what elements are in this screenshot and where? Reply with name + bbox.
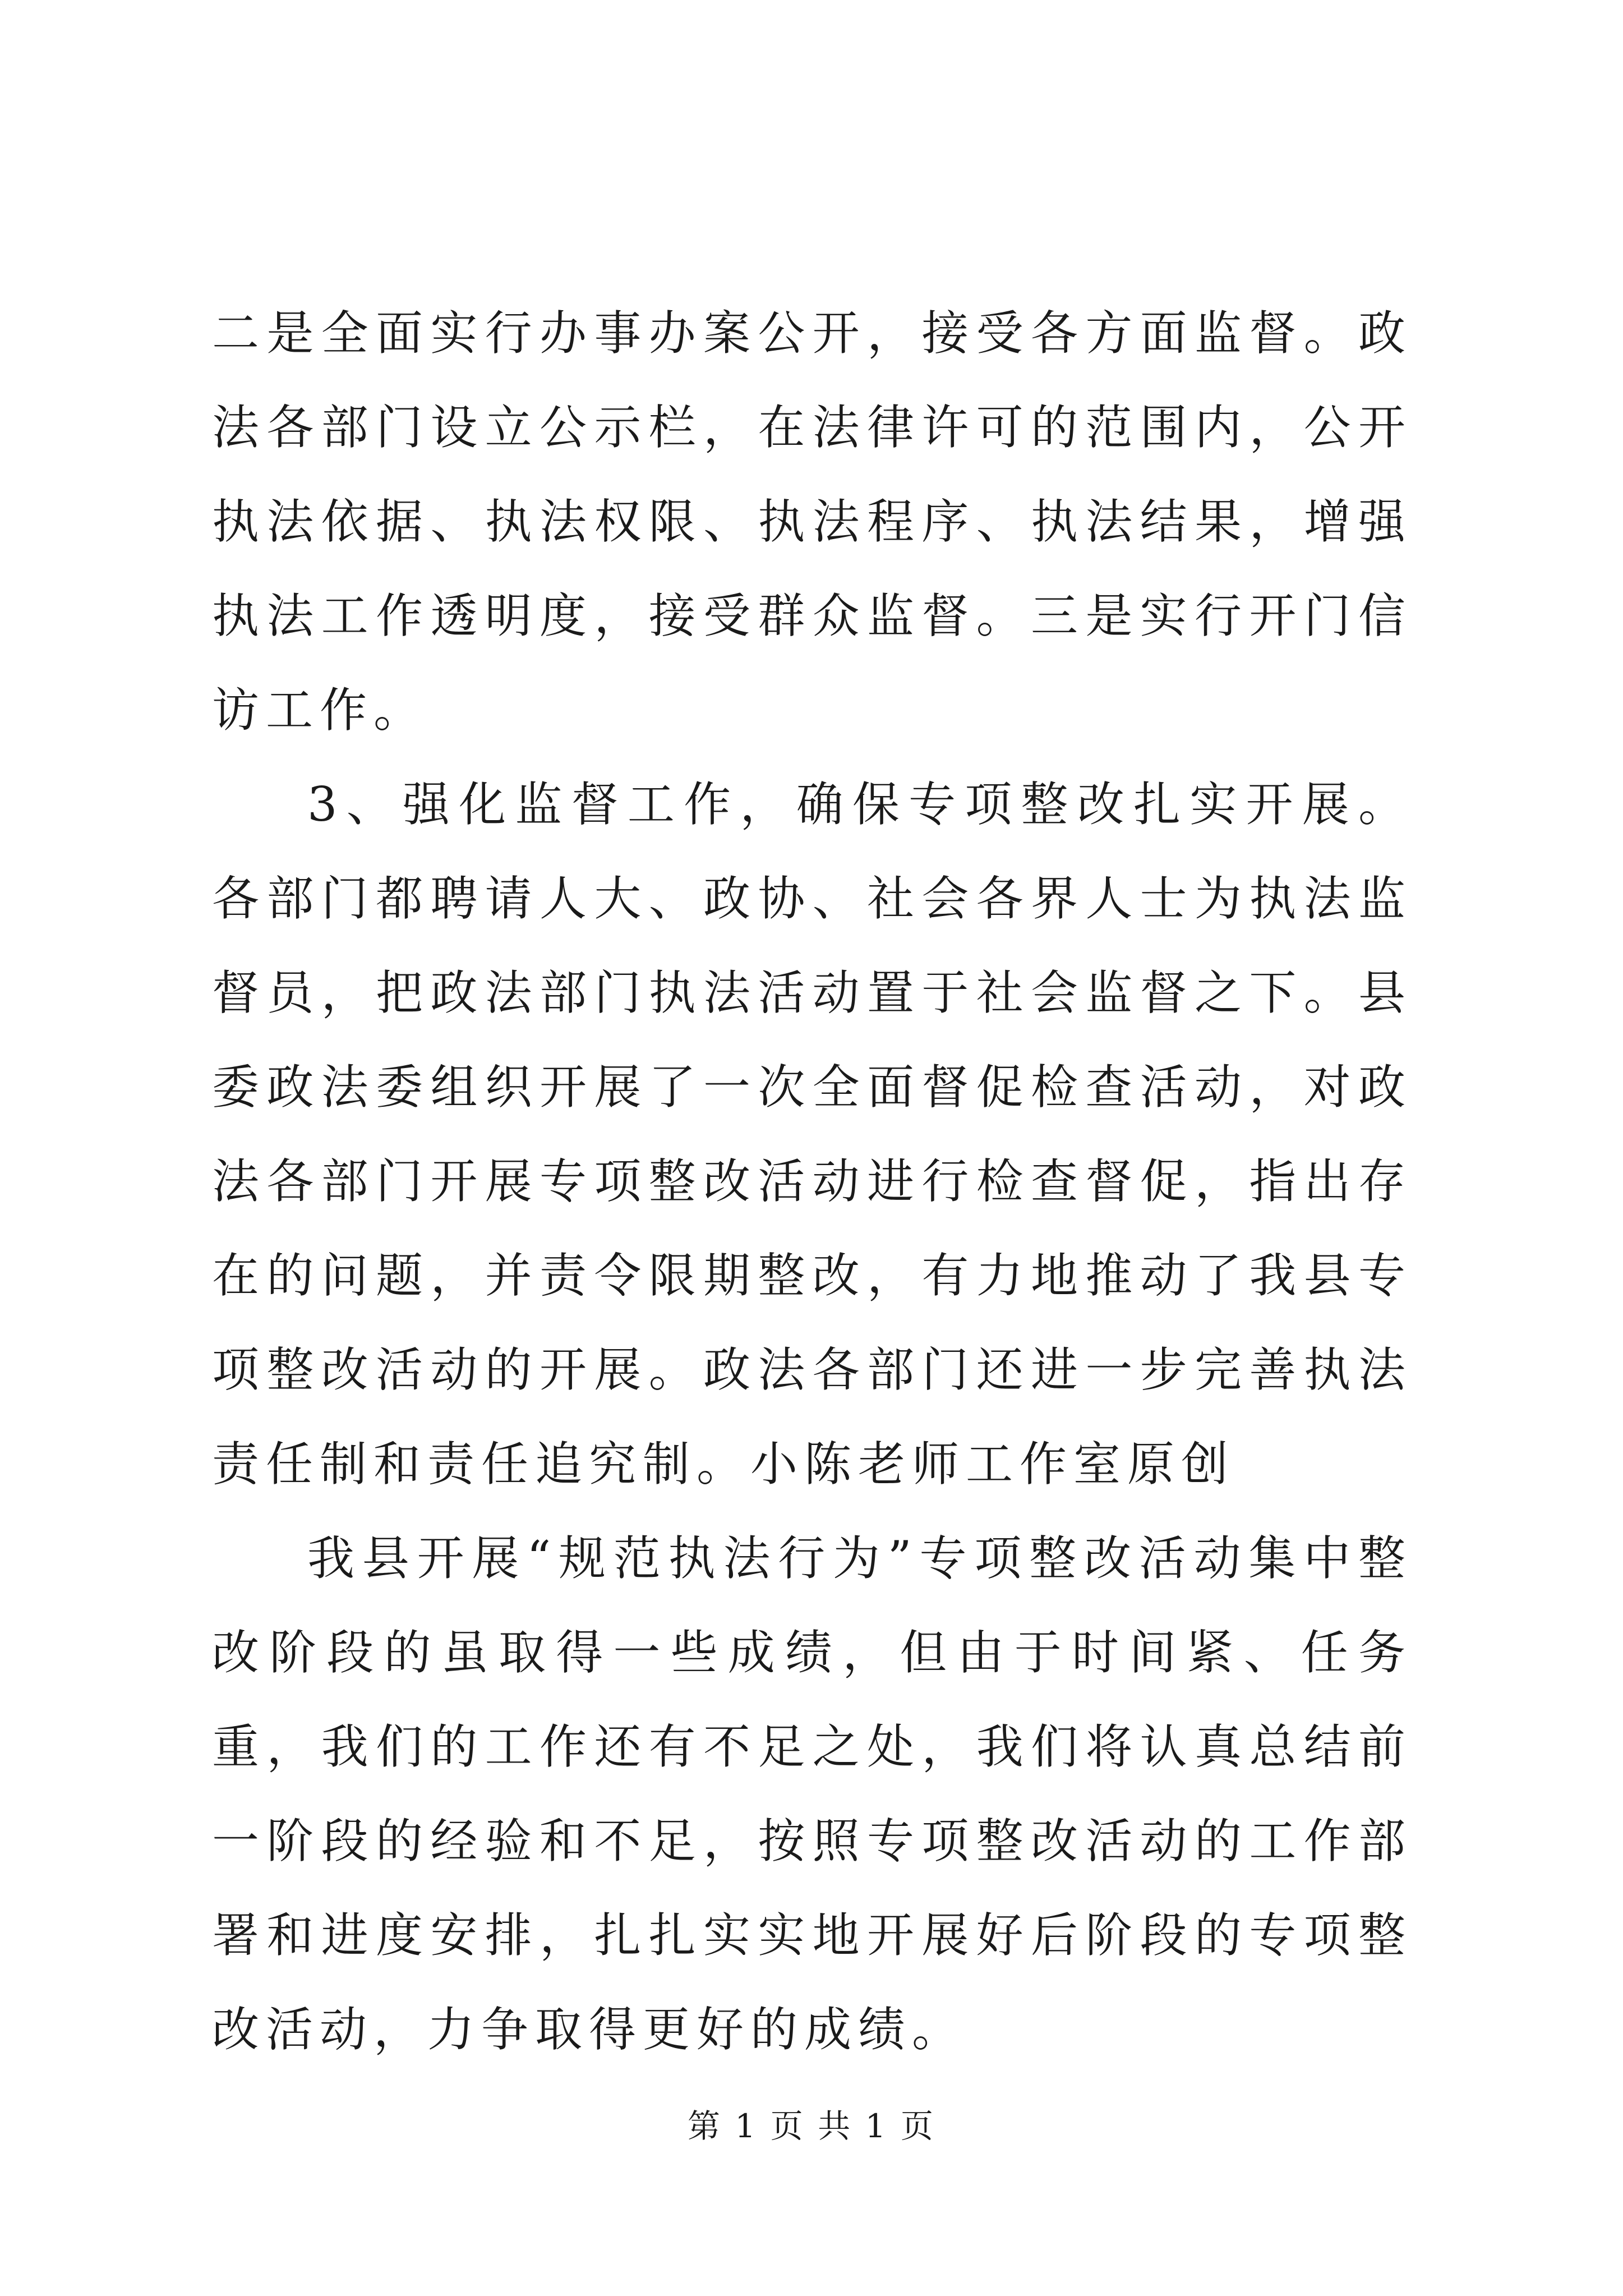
paragraph-1: 二是全面实行办事办案公开，接受各方面监督。政法各部门设立公示栏，在法律许可的范围内，公开执法依据、执法权限、执法程序、执法结果，增强执法工作透明度，接受群众监督。三是实行开门信访工作。 xyxy=(212,306,1412,738)
document-body xyxy=(212,286,1412,2077)
paragraph-3: 我县开展“规范执法行为”专项整改活动集中整改阶段的虽取得一些成绩，但由于时间紧、任务重，我们的工作还有不足之处，我们将认真总结前一阶段的经验和不足，按照专项整改活动的工作部署和进度安排，扎扎实实地开展好后阶段的专项整改活动，力争取得更好的成绩。 xyxy=(212,1531,1412,2057)
page-number-footer: 第 1 页 共 1 页 xyxy=(688,2107,935,2145)
paragraph-2: 3、强化监督工作，确保专项整改扎实开展。各部门都聘请人大、政协、社会各界人士为执法监督员，把政法部门执法活动置于社会监督之下。县委政法委组织开展了一次全面督促检查活动，对政法各部门开展专项整改活动进行检查督促，指出存在的问题，并责令限期整改，有力地推动了我县专项整改活动的开展。政法各部门还进一步完善执法责任制和责任追究制。小陈老师工作室原创 xyxy=(212,777,1412,1492)
